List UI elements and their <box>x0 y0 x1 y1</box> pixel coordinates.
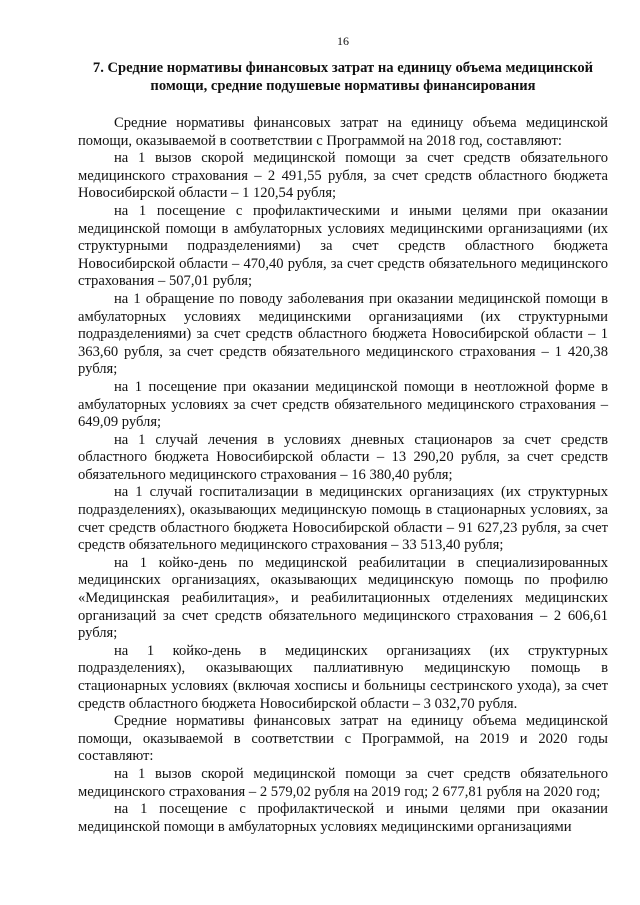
paragraph-intro-2018: Средние нормативы финансовых затрат на единицу объема медицинской помощи, оказываемой в соответствии с Программой на 2018 год, составляют: <box>78 115 608 149</box>
section-heading: 7. Средние нормативы финансовых затрат на единицу объема медицинской помощи, средние подушевые нормативы финансирования <box>92 60 594 94</box>
paragraph-disease-appeal: на 1 обращение по поводу заболевания при оказании медицинской помощи в амбулаторных условиях медицинскими организациями (их структурными подразделениями) за счет средств областного бюджета Новосибирской области – 1 363,60 рубля, за счет средств обязательного медицинского страхования – 1 420,38 рубля; <box>78 290 608 378</box>
paragraph-palliative-bed-day: на 1 койко-день в медицинских организациях (их структурных подразделениях), оказывающих паллиативную медицинскую помощь в стационарных условиях (включая хосписы и больницы сестринского ухода), за счет средств областного бюджета Новосибирской области – 3 032,70 рубля. <box>78 642 608 712</box>
paragraph-day-hospital: на 1 случай лечения в условиях дневных стационаров за счет средств областного бюджета Новосибирской области – 13 290,20 рубля, за счет средств обязательного медицинского страхования – 16 380,40 рубля; <box>78 431 608 483</box>
paragraph-ambulance-call-2019-2020: на 1 вызов скорой медицинской помощи за счет средств обязательного медицинского страхования – 2 579,02 рубля на 2019 год; 2 677,81 рубля на 2020 год; <box>78 765 608 800</box>
paragraph-preventive-visit: на 1 посещение с профилактическими и иными целями при оказании медицинской помощи в амбулаторных условиях медицинскими организациями (их структурными подразделениями) за счет средств областного бюджета Новосибирской области – 470,40 рубля, за счет средств обязательного медицинского страхования – 507,01 рубля; <box>78 202 608 290</box>
paragraph-rehabilitation-bed-day: на 1 койко-день по медицинской реабилитации в специализированных медицинских организациях, оказывающих медицинскую помощь по профилю «Медицинская реабилитация», и реабилитационных отделениях медицинских организаций за счет средств обязательного медицинского страхования – 2 606,61 рубля; <box>78 554 608 642</box>
page-number: 16 <box>337 34 349 48</box>
paragraph-intro-2019-2020: Средние нормативы финансовых затрат на единицу объема медицинской помощи, оказываемой в соответствии с Программой, на 2019 и 2020 годы составляют: <box>78 713 608 765</box>
paragraph-preventive-visit-2019-2020: на 1 посещение с профилактической и иными целями при оказании медицинской помощи в амбулаторных условиях медицинскими организациями <box>78 801 608 835</box>
document-body <box>78 115 608 836</box>
document-page <box>78 34 608 836</box>
paragraph-ambulance-call: на 1 вызов скорой медицинской помощи за счет средств обязательного медицинского страхования – 2 491,55 рубля, за счет средств областного бюджета Новосибирской области – 1 120,54 рубля; <box>78 150 608 202</box>
paragraph-hospitalization: на 1 случай госпитализации в медицинских организациях (их структурных подразделениях), оказывающих медицинскую помощь в стационарных условиях, за счет средств областного бюджета Новосибирской области – 91 627,23 рубля, за счет средств обязательного медицинского страхования – 33 513,40 рубля; <box>78 484 608 554</box>
paragraph-urgent-visit: на 1 посещение при оказании медицинской помощи в неотложной форме в амбулаторных условиях за счет средств обязательного медицинского страхования – 649,09 рубля; <box>78 378 608 431</box>
